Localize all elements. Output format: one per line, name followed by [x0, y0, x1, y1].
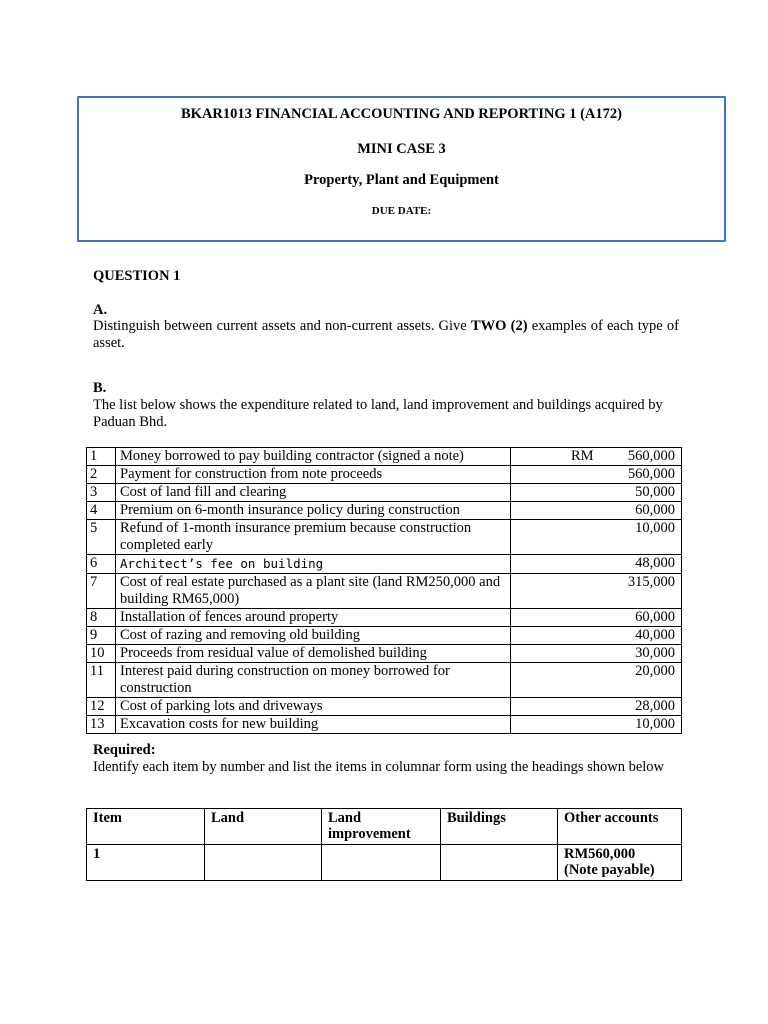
item-number: 4: [87, 502, 116, 520]
part-a-label: A.: [93, 302, 108, 318]
item-description: [116, 645, 511, 663]
item-description: [116, 663, 511, 698]
item-number: 11: [87, 663, 116, 698]
item-amount: [511, 663, 682, 698]
heading-land: Land: [205, 809, 322, 845]
item-description-text: Cost of parking lots and driveways: [120, 698, 323, 714]
columnar-row: [87, 845, 682, 881]
part-b-label: B.: [93, 380, 107, 396]
item-description-text: Installation of fences around property: [120, 609, 339, 625]
item-number: 2: [87, 466, 116, 484]
row-land-improvement: [322, 845, 441, 881]
item-amount: [511, 484, 682, 502]
required-text: Identify each item by number and list the items in columnar form using the headings shown below: [93, 759, 665, 775]
item-amount: [511, 574, 682, 609]
item-description-text: Refund of 1-month insurance premium because construction completed early: [120, 520, 472, 553]
item-amount: [511, 555, 682, 574]
item-amount-value: 30,000: [635, 645, 675, 661]
item-number: 12: [87, 698, 116, 716]
part-b-text: The list below shows the expenditure related to land, land improvement and buildings acquired by Paduan Bhd.: [93, 397, 663, 430]
topic-title: Property, Plant and Equipment: [304, 172, 499, 188]
item-description-text: Architect’s fee on building: [120, 556, 324, 571]
row-land: [205, 845, 322, 881]
expenditure-row: [87, 448, 682, 466]
item-description: [116, 448, 511, 466]
part-a-text: [93, 318, 679, 352]
expenditure-row: [87, 466, 682, 484]
item-amount-value: 60,000: [635, 502, 675, 518]
item-number: 7: [87, 574, 116, 609]
part-a-text-2: examples of each type of asset.: [93, 318, 680, 351]
title-box: [77, 96, 726, 242]
expenditure-row: [87, 484, 682, 502]
item-number: 3: [87, 484, 116, 502]
item-description: [116, 698, 511, 716]
item-description-text: Money borrowed to pay building contractor (signed a note): [120, 448, 464, 464]
item-number: 9: [87, 627, 116, 645]
currency-label: RM: [571, 448, 594, 464]
expenditure-row: [87, 698, 682, 716]
row-buildings: [441, 845, 558, 881]
expenditure-row: [87, 520, 682, 555]
expenditure-row: [87, 645, 682, 663]
item-amount: [511, 609, 682, 627]
case-title: MINI CASE 3: [357, 141, 446, 157]
item-number: 8: [87, 609, 116, 627]
required-label: Required:: [93, 742, 156, 758]
item-description: [116, 555, 511, 574]
item-number: 6: [87, 555, 116, 574]
item-description: [116, 627, 511, 645]
item-number: 1: [87, 448, 116, 466]
item-description: [116, 520, 511, 555]
expenditure-row: [87, 502, 682, 520]
part-a-emphasis: TWO (2): [470, 318, 528, 334]
item-amount: [511, 645, 682, 663]
item-description: [116, 502, 511, 520]
row-other-note: (Note payable): [564, 862, 655, 878]
item-amount-value: 50,000: [635, 484, 675, 500]
item-description-text: Interest paid during construction on money borrowed for construction: [120, 663, 450, 696]
item-number: 5: [87, 520, 116, 555]
item-amount: [511, 466, 682, 484]
item-amount: [511, 502, 682, 520]
item-amount-value: 10,000: [635, 520, 675, 536]
item-description: [116, 484, 511, 502]
course-title: BKAR1013 FINANCIAL ACCOUNTING AND REPORTING 1 (A172): [181, 106, 622, 122]
item-amount-value: 560,000: [627, 448, 675, 464]
item-description-text: Proceeds from residual value of demolished building: [120, 645, 427, 661]
item-description-text: Payment for construction from note proceeds: [120, 466, 383, 482]
item-amount-value: 40,000: [635, 627, 675, 643]
item-amount: [511, 520, 682, 555]
expenditure-row: [87, 627, 682, 645]
item-description: [116, 466, 511, 484]
item-amount-value: 28,000: [635, 698, 675, 714]
item-description-text: Cost of razing and removing old building: [120, 627, 361, 643]
heading-item: Item: [87, 809, 205, 845]
heading-land-improvement: Land improvement: [322, 809, 441, 845]
row-other-amount: RM560,000: [564, 846, 636, 862]
item-amount: [511, 448, 682, 466]
item-description-text: Excavation costs for new building: [120, 716, 319, 732]
item-description: [116, 574, 511, 609]
expenditure-row: [87, 663, 682, 698]
heading-other-accounts: Other accounts: [558, 809, 682, 845]
expenditure-row: [87, 609, 682, 627]
item-description: [116, 716, 511, 734]
item-description: [116, 609, 511, 627]
item-amount-value: 20,000: [635, 663, 675, 679]
item-description-text: Cost of land fill and clearing: [120, 484, 287, 500]
question-title: QUESTION 1: [93, 268, 181, 284]
row-other-accounts: [558, 845, 682, 881]
item-amount: [511, 698, 682, 716]
item-amount-value: 48,000: [635, 555, 675, 571]
heading-buildings: Buildings: [441, 809, 558, 845]
row-item: 1: [87, 845, 205, 881]
expenditure-row: [87, 574, 682, 609]
item-amount: [511, 627, 682, 645]
item-amount: [511, 716, 682, 734]
due-date: DUE DATE:: [371, 205, 432, 217]
columnar-table: [86, 808, 682, 881]
item-amount-value: 560,000: [627, 466, 675, 482]
expenditure-row: [87, 555, 682, 574]
columnar-header-row: [87, 809, 682, 845]
item-description-text: Cost of real estate purchased as a plant site (land RM250,000 and building RM65,000): [120, 574, 501, 607]
part-a-text-1: Distinguish between current assets and non-current assets. Give: [93, 318, 471, 334]
item-amount-value: 60,000: [635, 609, 675, 625]
item-number: 10: [87, 645, 116, 663]
item-amount-value: 315,000: [627, 574, 675, 590]
item-description-text: Premium on 6-month insurance policy during construction: [120, 502, 460, 518]
item-number: 13: [87, 716, 116, 734]
item-amount-value: 10,000: [635, 716, 675, 732]
expenditure-row: [87, 716, 682, 734]
expenditure-table: [86, 447, 682, 734]
